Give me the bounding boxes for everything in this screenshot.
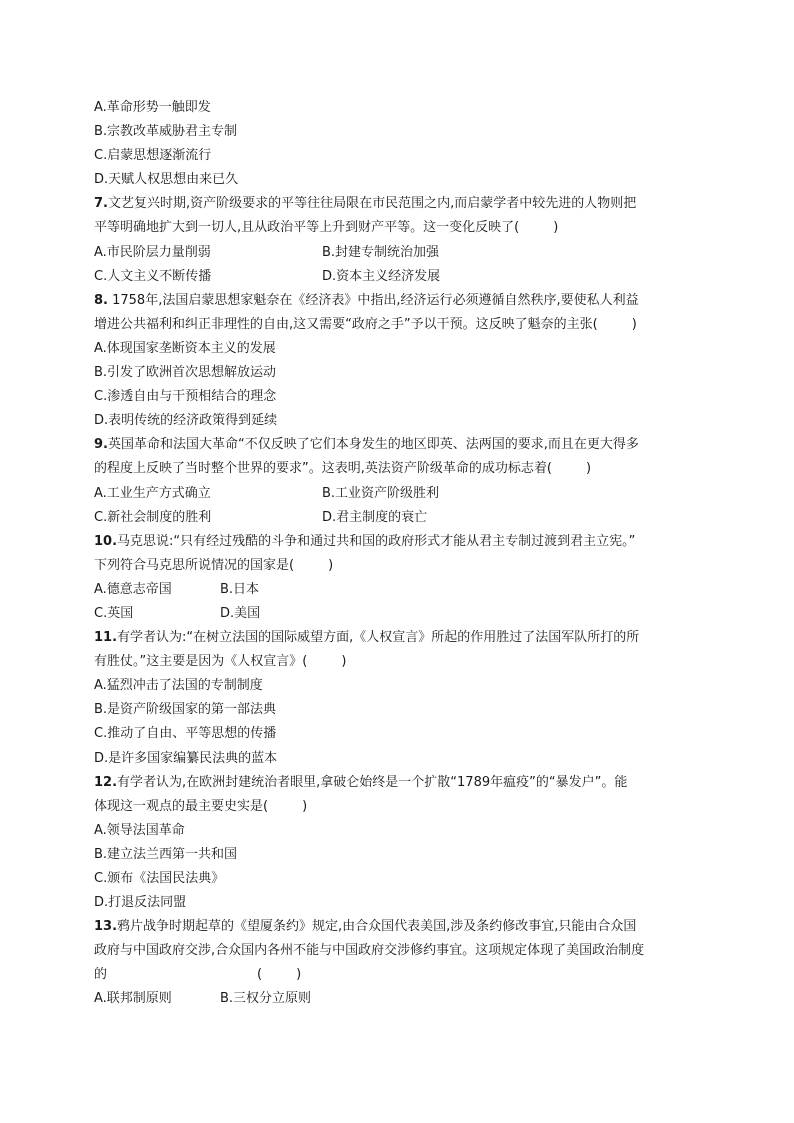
option-12c: C.颁布《法国民法典》 xyxy=(94,871,225,886)
question-number: 10. xyxy=(94,533,118,549)
question-stem: 1758年,法国启蒙思想家魁奈在《经济表》中指出,经济运行必须遵循自然秩序,要使私人利益 xyxy=(107,292,639,308)
question-12 xyxy=(94,771,694,916)
question-8 xyxy=(94,289,694,434)
question-stem: 鸦片战争时期起草的《望厦条约》规定,由合众国代表美国,涉及条约修改事宜,只能由合众国 xyxy=(117,919,637,935)
option-6a: A.革命形势一触即发 xyxy=(94,100,211,115)
question-13 xyxy=(94,915,694,1011)
option-10b: B.日本 xyxy=(220,581,260,597)
question-stem: 增进公共福利和纠正非理性的自由,这又需要“政府之手”予以干预。这反映了魁奈的主张( xyxy=(94,316,598,332)
question-stem: 有学者认为,在欧洲封建统治者眼里,拿破仑始终是一个扩散“1789年瘟疫”的“暴发户”。能 xyxy=(117,774,628,790)
question-number: 8. xyxy=(94,292,108,308)
option-8c: C.渗透自由与干预相结合的理念 xyxy=(94,389,277,405)
question-stem: 的 xyxy=(94,967,108,983)
question-11 xyxy=(94,626,694,771)
question-stem: 有学者认为:“在树立法国的国际威望方面,《人权宣言》所起的作用胜过了法国军队所打的所 xyxy=(117,630,640,646)
question-number: 7. xyxy=(94,196,108,212)
option-12d: D.打退反法同盟 xyxy=(94,895,187,911)
question-number: 11. xyxy=(94,630,118,646)
option-8b: B.引发了欧洲首次思想解放运动 xyxy=(94,365,277,381)
option-10c: C.英国 xyxy=(94,605,134,621)
answer-paren-close: ) xyxy=(296,967,302,983)
question-number: 12. xyxy=(94,774,118,790)
question-stem: 文艺复兴时期,资产阶级要求的平等往往局限在市民范围之内,而启蒙学者中较先进的人物则把 xyxy=(107,196,637,212)
option-13a: A.联邦制原则 xyxy=(94,991,172,1007)
answer-paren-close: ) xyxy=(553,220,559,236)
answer-paren-close: ) xyxy=(328,557,334,573)
option-7a: A.市民阶层力量削弱 xyxy=(94,244,211,260)
answer-paren-close: ) xyxy=(631,316,637,332)
question-stem: 的程度上反映了当时整个世界的要求”。这表明,英法资产阶级革命的成功标志着( xyxy=(94,461,552,477)
option-6c: C.启蒙思想逐渐流行 xyxy=(94,148,212,164)
option-11c: C.推动了自由、平等思想的传播 xyxy=(94,726,277,742)
answer-paren-open: ( xyxy=(257,967,263,983)
option-9d: D.君主制度的衰亡 xyxy=(322,509,428,525)
option-12b: B.建立法兰西第一共和国 xyxy=(94,846,238,862)
option-12a: A.领导法国革命 xyxy=(94,822,185,838)
option-6b: B.宗教改革威胁君主专制 xyxy=(94,124,238,140)
question-stem: 马克思说:“只有经过残酷的斗争和通过共和国的政府形式才能从君主专制过渡到君主立宪。” xyxy=(117,533,636,549)
option-8d: D.表明传统的经济政策得到延续 xyxy=(94,413,278,429)
option-7d: D.资本主义经济发展 xyxy=(322,268,441,284)
question-stem: 体现这一观点的最主要史实是( xyxy=(94,798,269,814)
option-9b: B.工业资产阶级胜利 xyxy=(322,485,440,501)
question-number: 13. xyxy=(94,919,118,935)
answer-paren-close: ) xyxy=(302,798,308,814)
option-7b: B.封建专制统治加强 xyxy=(322,244,440,260)
option-10d: D.美国 xyxy=(220,605,261,621)
option-8a: A.体现国家垄断资本主义的发展 xyxy=(94,340,276,356)
option-6d: D.天赋人权思想由来已久 xyxy=(94,172,239,188)
answer-paren-close: ) xyxy=(585,461,592,477)
option-9c: C.新社会制度的胜利 xyxy=(94,509,212,525)
question-7 xyxy=(94,192,694,288)
question-stem: 有胜仗。”这主要是因为《人权宣言》( xyxy=(94,654,308,670)
question-9 xyxy=(94,433,694,529)
option-11a: A.猛烈冲击了法国的专制制度 xyxy=(94,678,263,694)
question-number: 9. xyxy=(94,437,108,453)
option-13b: B.三权分立原则 xyxy=(220,991,312,1007)
question-10 xyxy=(94,530,694,626)
question-stem: 政府与中国政府交涉,合众国内各州不能与中国政府交涉修约事宜。这项规定体现了美国政治制度 xyxy=(94,943,645,959)
option-10a: A.德意志帝国 xyxy=(94,581,172,597)
question-stem: 平等明确地扩大到一切人,且从政治平等上升到财产平等。这一变化反映了( xyxy=(94,220,520,236)
option-9a: A.工业生产方式确立 xyxy=(94,485,211,501)
question-6-options xyxy=(94,96,694,192)
answer-paren-close: ) xyxy=(341,654,347,670)
question-stem: 下列符合马克思所说情况的国家是( xyxy=(94,557,295,573)
option-7c: C.人文主义不断传播 xyxy=(94,268,212,284)
option-11b: B.是资产阶级国家的第一部法典 xyxy=(94,702,277,718)
option-11d: D.是许多国家编纂民法典的蓝本 xyxy=(94,750,278,766)
question-stem: 英国革命和法国大革命“不仅反映了它们本身发生的地区即英、法两国的要求,而且在更大得多 xyxy=(107,437,639,453)
